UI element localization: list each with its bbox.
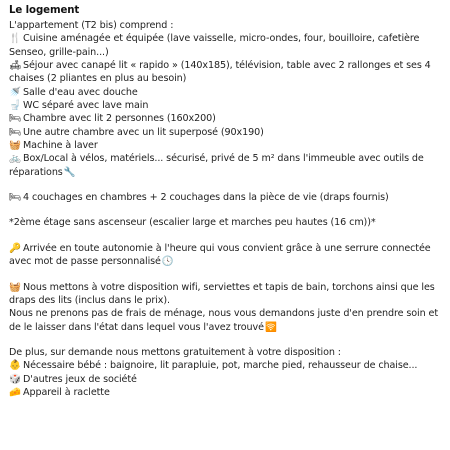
couchages-text: 4 couchages en chambres + 2 couchages dans la pièce de vie (draps fournis) (23, 192, 389, 204)
list-item (9, 386, 444, 399)
linge-text: Nous mettons à votre disposition wifi, serviettes et tapis de bain, torchons ainsi que les draps des lits (inclus dans le prix). (9, 281, 435, 306)
wrench-icon: 🔧 (63, 166, 76, 178)
list-item (9, 359, 444, 372)
list-item (9, 86, 444, 99)
linge-paragraph (9, 281, 444, 308)
etage-note: *2ème étage sans ascenseur (escalier large et marches peu hautes (16 cm))* (9, 217, 376, 229)
couchages-line (9, 191, 444, 204)
shower-icon: 🚿 (9, 86, 21, 98)
list-item-text: Une autre chambre avec un lit superposé (90x190) (23, 126, 264, 138)
bed-icon: 🛏 (9, 113, 22, 125)
list-item (9, 59, 444, 86)
key-icon: 🔑 (9, 242, 21, 254)
fork-knife-icon: 🍴 (9, 33, 21, 45)
list-item (9, 112, 444, 125)
list-item-text: D'autres jeux de société (23, 373, 137, 385)
gratuit-intro: De plus, sur demande nous mettons gratuitement à votre disposition : (9, 346, 341, 358)
menage-paragraph (9, 307, 444, 334)
section-title: Le logement (9, 5, 80, 16)
raclette-icon: 🧀 (9, 386, 21, 398)
list-item-text: Appareil à raclette (23, 386, 110, 398)
list-item-text: Machine à laver (23, 140, 98, 152)
list-item (9, 32, 444, 59)
list-item-text: Séjour avec canapé lit « rapido » (140x185), télévision, table avec 2 rallonges et ses 4 chaises (2 pliantes en plus au besoin) (9, 60, 431, 85)
arrivee-paragraph (9, 242, 444, 269)
list-item (9, 126, 444, 139)
basket-icon: 🧺 (9, 281, 21, 293)
washing-machine-icon: 🧺 (9, 140, 21, 152)
list-item (9, 373, 444, 386)
intro-text: L'appartement (T2 bis) comprend : (9, 20, 174, 31)
list-item-text: Box/Local à vélos, matériels... sécurisé, privé de 5 m² dans l'immeuble avec outils de réparations (9, 153, 424, 178)
couch-icon: 🛋 (9, 60, 22, 72)
arrivee-text: Arrivée en toute autonomie à l'heure qui vous convient grâce à une serrure connectée avec mot de passe personnalisé (9, 242, 431, 268)
list-item-text: Cuisine aménagée et équipée (lave vaisselle, micro-ondes, four, bouilloire, cafetière Senseo, grille-pain...) (9, 33, 420, 58)
bed-icon: 🛏 (9, 192, 22, 204)
dice-icon: 🎲 (9, 373, 21, 385)
menage-text: Nous ne prenons pas de frais de ménage, nous vous demandons juste d'en prendre soin et de le laisser dans l'état dans lequel vous l'avez trouvé (9, 308, 438, 333)
bed-icon: 🛏 (9, 126, 22, 138)
list-item-text: Chambre avec lit 2 personnes (160x200) (23, 113, 216, 125)
list-item (9, 99, 444, 112)
toilet-icon: 🚽 (9, 100, 21, 112)
list-item (9, 152, 444, 179)
baby-icon: 👶 (9, 360, 21, 372)
list-item-text: Nécessaire bébé : baignoire, lit parapluie, pot, marche pied, rehausseur de chaise... (23, 360, 418, 372)
clock-icon: 🕓 (161, 256, 174, 268)
bicycle-icon: 🚲 (9, 153, 21, 165)
list-item-text: Salle d'eau avec douche (23, 86, 138, 98)
list-item-text: WC séparé avec lave main (23, 100, 149, 112)
wifi-icon: 🛜 (264, 321, 277, 333)
list-item (9, 139, 444, 152)
